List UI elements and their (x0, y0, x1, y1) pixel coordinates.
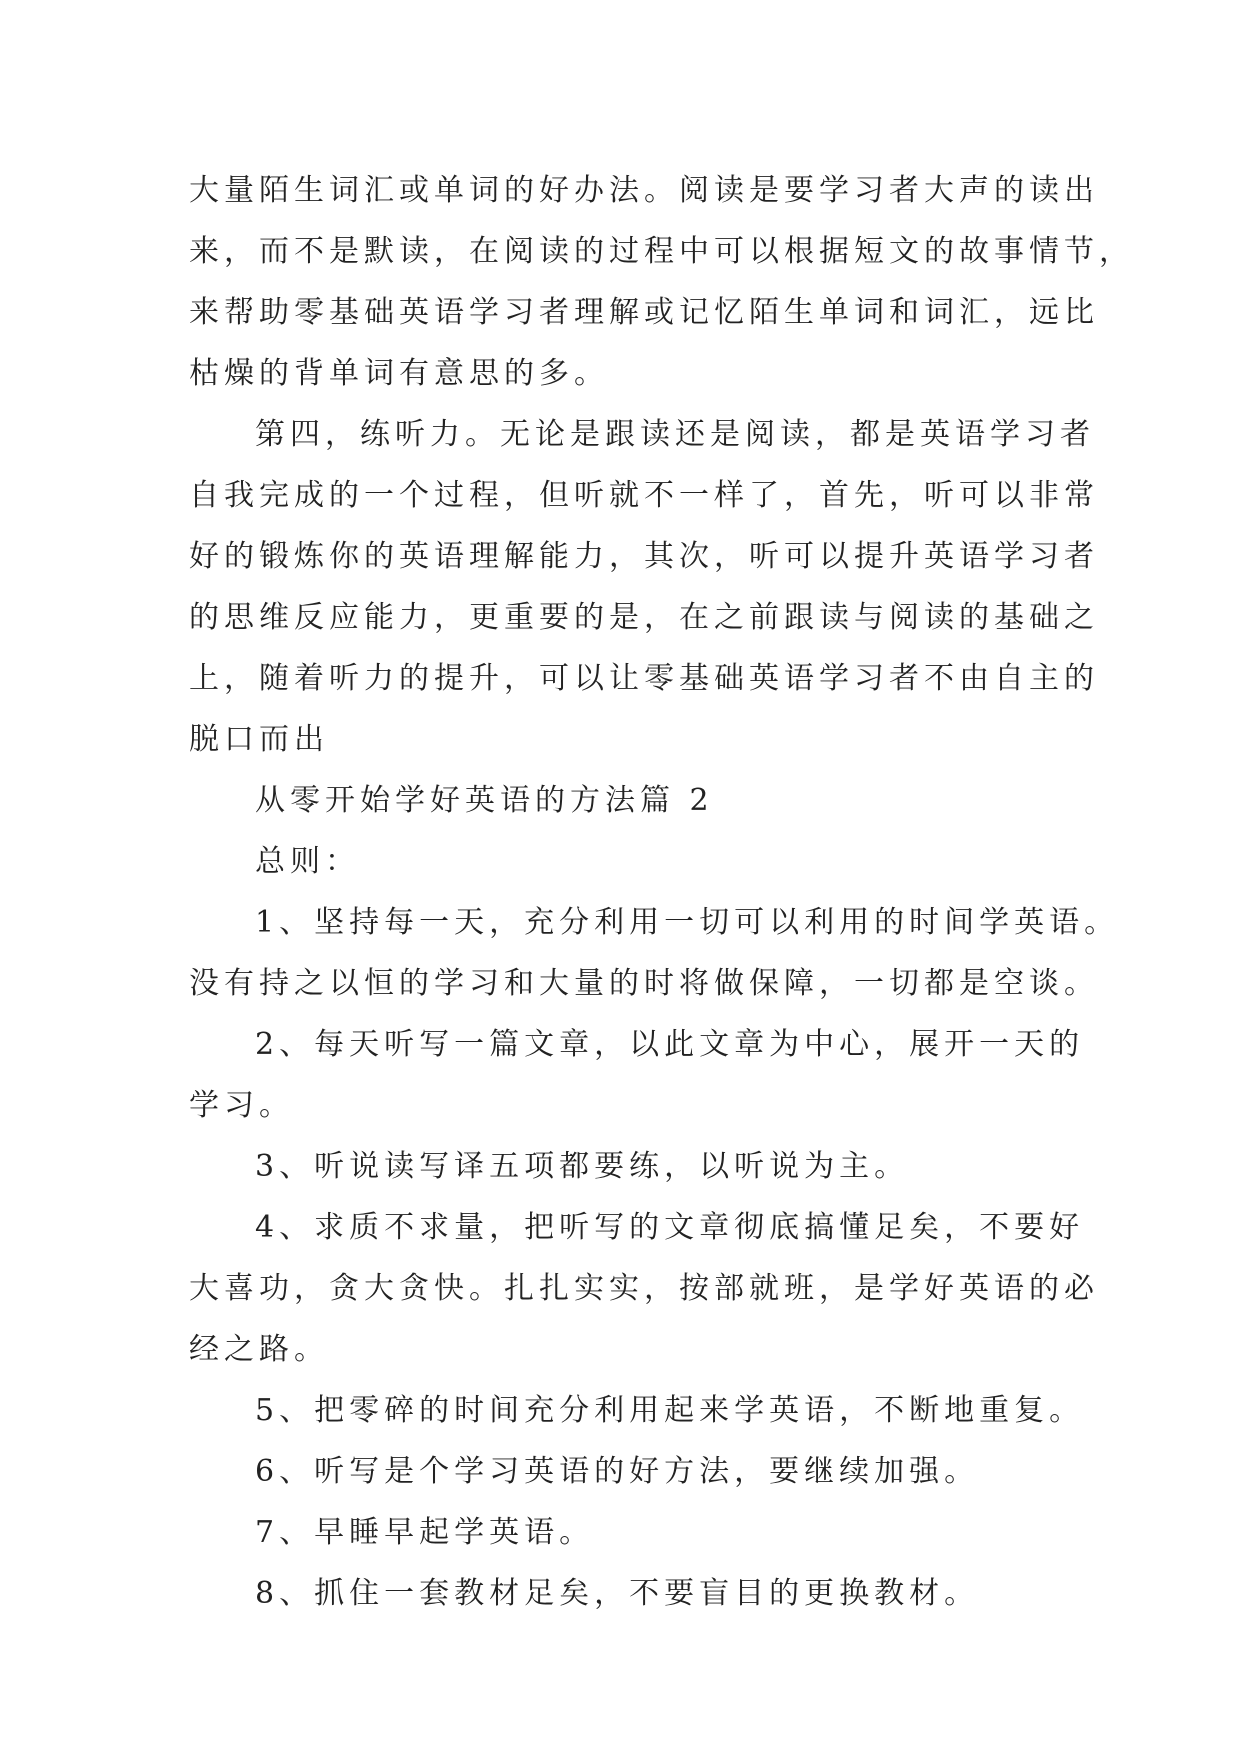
text-line: 大喜功，贪大贪快。扎扎实实，按部就班，是学好英语的必 (189, 1271, 1099, 1306)
text-line: 脱口而出 (189, 722, 329, 757)
list-item: 5、把零碎的时间充分利用起来学英语，不断地重复。 (255, 1393, 1085, 1428)
text-line: 来帮助零基础英语学习者理解或记忆陌生单词和词汇，远比 (189, 295, 1099, 330)
text-line: 经之路。 (189, 1332, 329, 1367)
list-item: 4、求质不求量，把听写的文章彻底搞懂足矣，不要好 (255, 1210, 1085, 1245)
text-line: 自我完成的一个过程，但听就不一样了，首先，听可以非常 (189, 478, 1099, 513)
list-item: 7、早睡早起学英语。 (255, 1515, 595, 1550)
document-body (189, 160, 1134, 1624)
text-line: 学习。 (189, 1088, 294, 1123)
text-line: 没有持之以恒的学习和大量的时将做保障，一切都是空谈。 (189, 966, 1099, 1001)
text-line: 枯燥的背单词有意思的多。 (189, 356, 609, 391)
list-item: 6、听写是个学习英语的好方法，要继续加强。 (255, 1454, 980, 1489)
paragraph-start: 第四，练听力。无论是跟读还是阅读，都是英语学习者 (255, 417, 1095, 452)
text-line: 好的锻炼你的英语理解能力，其次，听可以提升英语学习者 (189, 539, 1099, 574)
section-heading: 从零开始学好英语的方法篇 2 (255, 783, 714, 818)
list-item: 1、坚持每一天，充分利用一切可以利用的时间学英语。 (255, 905, 1120, 940)
subheading: 总则： (255, 844, 360, 879)
list-item: 8、抓住一套教材足矣，不要盲目的更换教材。 (255, 1576, 980, 1611)
text-line: 来，而不是默读，在阅读的过程中可以根据短文的故事情节， (189, 234, 1134, 269)
text-line: 的思维反应能力，更重要的是，在之前跟读与阅读的基础之 (189, 600, 1099, 635)
list-item: 2、每天听写一篇文章，以此文章为中心，展开一天的 (255, 1027, 1085, 1062)
list-item: 3、听说读写译五项都要练，以听说为主。 (255, 1149, 910, 1184)
text-line: 大量陌生词汇或单词的好办法。阅读是要学习者大声的读出 (189, 173, 1099, 208)
text-line: 上，随着听力的提升，可以让零基础英语学习者不由自主的 (189, 661, 1099, 696)
